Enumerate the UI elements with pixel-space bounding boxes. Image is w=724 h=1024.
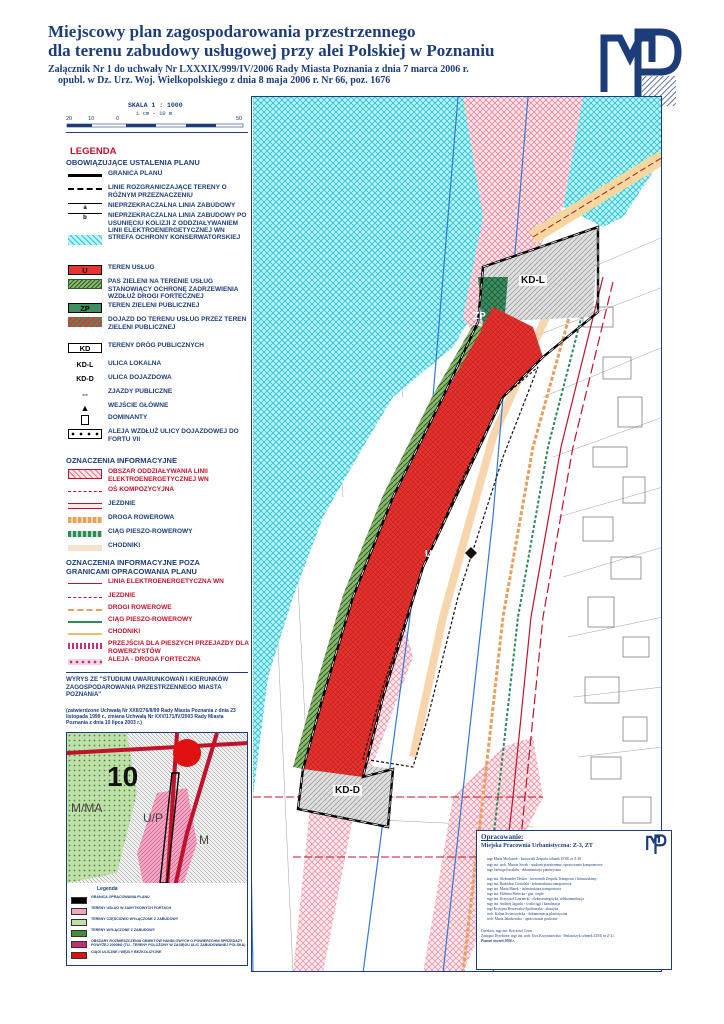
credits-line: mgr inż. arch. Marcin Siwek - studium przestrzenne, opracowanie komputerowe [487, 863, 603, 867]
subtitle-line2: opubl. w Dz. Urz. Woj. Wielkopolskiego z dnia 8 maja 2006 r. Nr 66, poz. 1676 [58, 75, 391, 86]
legend-binding-symbol-dashline [68, 188, 102, 191]
legend-panel [62, 96, 252, 972]
legend-info-item [68, 528, 250, 542]
scale-tick-20: 20 [66, 116, 73, 122]
inset-legend-item [71, 939, 247, 949]
legend-binding-code: KD-D [76, 376, 94, 383]
legend-binding-label: ULICA LOKALNA [108, 360, 162, 367]
credits-line: tech. Maria Jakubowska - opracowanie graficzne [487, 917, 558, 921]
plan-title-line2: dla terenu zabudowy usługowej przy alei Polskiej w Poznaniu [48, 41, 495, 60]
legend-binding-label: GRANICA PLANU [108, 170, 163, 177]
inset-legend-item [71, 906, 247, 916]
legend-binding-label: DOJAZD DO TERENU USŁUG PRZEZ TEREN ZIELENI PUBLICZNEJ [108, 316, 247, 331]
inset-legend-swatch [71, 897, 87, 904]
legend-binding-code: KD [79, 344, 91, 353]
legend-info-item [68, 468, 250, 482]
inset-label-m: M [199, 833, 209, 847]
credits-line: mgr Krystyna Borzewska-Apolinarska - akustyka [487, 907, 559, 911]
legend-binding-symbol-code [68, 375, 102, 385]
scale-ruler [66, 123, 246, 128]
legend-outside-label: DROGI ROWEROWE [108, 604, 172, 611]
legend-outside-symbol-power [68, 583, 102, 586]
inset-legend-title: Legenda [97, 886, 118, 892]
credits-line: Dyrektor: mgr inż. Krzysztof Cesar [481, 929, 532, 933]
legend-outside-item [68, 578, 250, 592]
legend-section-outside: OZNACZENIA INFORMACYJNE POZA GRANICAMI OPRACOWANIA PLANU [66, 558, 200, 576]
inset-legend-swatch [71, 952, 87, 959]
legend-binding-label: TEREN ZIELENI PUBLICZNEJ [108, 302, 200, 309]
legend-binding-label: STREFA OCHRONY KONSERWATORSKIEJ [108, 234, 241, 241]
credits-box [476, 830, 672, 970]
legend-outside-item [68, 640, 250, 654]
credits-line: mgr inż. Radosław Ciesielski - infrastruktura transportowa [487, 882, 572, 886]
legend-binding-item [68, 316, 250, 330]
inset-legend-item [71, 928, 247, 938]
legend-binding-item [68, 414, 250, 428]
legend-binding-symbol-green-red [68, 317, 102, 327]
legend-info-symbol-road [68, 503, 102, 509]
credits-line: mgr inż. Maria Marek - infrastruktura transportowa [487, 887, 561, 891]
inset-legend-label: TERENY CZĘŚCIOWO WYŁĄCZONE Z ZABUDOWY [91, 917, 179, 921]
legend-binding-item [68, 170, 250, 184]
legend-info-label: OŚ KOMPOZYCYJNA [108, 486, 175, 493]
legend-binding-label: ZJAZDY PUBLICZNE [108, 388, 173, 395]
legend-outside-symbol-road-thin [68, 597, 102, 600]
legend-binding-item [68, 428, 250, 442]
legend-binding-code: b [83, 215, 87, 221]
legend-info-symbol-red-hatch [68, 469, 102, 479]
legend-binding-item [68, 264, 250, 278]
legend-outside-label: CIĄG PIESZO-ROWEROWY [108, 616, 193, 623]
credits-line: mgr Maria Mielcarek - kierownik Zespołu członek ZOIU nr Z-20 [487, 857, 582, 861]
legend-outside-symbol-ped-thin [68, 621, 102, 624]
scale-sub: 1 cm – 10 m [136, 110, 173, 117]
scale-tick-10: 10 [88, 116, 95, 122]
legend-binding-label: NIEPRZEKRACZALNA LINIA ZABUDOWY PO USUNIĘCIU KOLIZJI Z ODDZIAŁYWANIEM LINII ELEKTROENERGETYCZNEJ WN [108, 212, 247, 234]
legend-binding-item [68, 234, 250, 248]
plan-subtitle [48, 64, 568, 86]
legend-info-item [68, 514, 250, 528]
legend-binding-label: ULICA DOJAZDOWA [108, 374, 172, 381]
scale-tick-0: 0 [116, 116, 120, 122]
legend-binding-symbol-dots [68, 429, 102, 439]
legend-binding-code: ZP [80, 304, 90, 313]
legend-binding-item [68, 342, 250, 356]
inset-legend-swatch [71, 930, 87, 937]
legend-binding-item [68, 278, 250, 300]
legend-info-label: OBSZAR ODDZIAŁYWANIA LINII ELEKTROENERGETYCZNEJ WN [108, 468, 209, 483]
legend-binding-code: a [83, 205, 87, 211]
map-label-kd-l: KD-L [521, 275, 545, 286]
credits-heading: Opracowanie: [481, 833, 524, 841]
legend-section-info: OZNACZENIA INFORMACYJNE [66, 456, 177, 465]
legend-binding-item [68, 374, 250, 388]
legend-binding-label: TEREN USŁUG [108, 264, 155, 271]
credits-org: Miejska Pracownia Urbanistyczna: Z-3, ZT [481, 843, 593, 849]
legend-binding-label: LINIE ROZGRANICZAJĄCE TERENY O RÓŻNYM PRZEZNACZENIU [108, 184, 227, 199]
inset-legend-label: GRANICA OPRACOWANIA PLANU [91, 895, 150, 899]
legend-binding-symbol-cyan-hatch [68, 235, 102, 245]
legend-binding-item [68, 212, 250, 234]
legend-info-item [68, 500, 250, 514]
legend-info-item [68, 486, 250, 500]
inset-legend-label: CIĄGI ULICZNE I WĘZŁY BEZKOLIZYJNE [91, 950, 162, 954]
map-label-zp: ZP [473, 311, 486, 322]
legend-binding-label: TERENY DRÓG PUBLICZNYCH [108, 342, 204, 349]
legend-binding-code: KD-L [76, 362, 94, 369]
legend-binding-symbol-arrows: ⇔ [80, 389, 90, 399]
scale-tick-50: 50 [236, 116, 243, 122]
legend-binding-symbol-building-b [68, 213, 102, 223]
legend-info-label: CHODNIKI [108, 542, 141, 549]
credits-line: mgr inż. Krzysztof Czarnecki - elektroenergetyka, telekomunikacja [487, 897, 584, 901]
legend-info-label: CIĄG PIESZO-ROWEROWY [108, 528, 193, 535]
subtitle-line1: Załącznik Nr 1 do uchwały Nr LXXXIX/999/IV/2006 Rady Miasta Poznania z dnia 7 marca 2006 r. [48, 64, 469, 75]
legend-info-label: JEZDNIE [108, 500, 136, 507]
excerpt-note: (zatwierdzone Uchwałą Nr XXII/276/II/99 Rady Miasta Poznania z dnia 23 listopada 1999 r., zmiana Uchwałą Nr XXV/171/IV/2003 Rady Miasta Poznania z dnia 10 lipca 2003 r.) [66, 708, 236, 726]
credits-logo-icon [645, 833, 667, 855]
legend-binding-symbol-code [68, 361, 102, 371]
plan-title-line1: Miejscowy plan zagospodarowania przestrzennego [48, 22, 416, 41]
inset-legend-item [71, 895, 247, 905]
legend-binding-label: WEJŚCIE GŁÓWNE [108, 402, 169, 409]
legend-outside-label: CHODNIKI [108, 628, 141, 635]
legend-info-item [68, 542, 250, 556]
scale-bar [66, 102, 246, 128]
legend-outside-symbol-crossing [68, 643, 102, 649]
legend-binding-symbol-boundary [68, 174, 102, 178]
legend-section-binding: OBOWIĄZUJĄCE USTALENIA PLANU [66, 158, 200, 167]
legend-outside-label: LINIA ELEKTROENERGETYCZNA WN [108, 578, 224, 585]
inset-legend-label: TERENY USŁUG W ZABYTKOWYCH FORTACH [91, 906, 172, 910]
legend-binding-item [68, 184, 250, 198]
credits-line: mgr inż. Elżbieta Bielecka - gaz, ciepło [487, 892, 544, 896]
legend-binding-symbol-U [68, 265, 102, 275]
legend-binding-label: DOMINANTY [108, 414, 148, 421]
inset-label-up: U/P [143, 811, 164, 825]
inset-legend-item [71, 917, 247, 927]
inset-legend-item [71, 950, 247, 960]
legend-binding-item [68, 302, 250, 316]
inset-map [66, 732, 248, 966]
inset-legend-label: TERENY WYŁĄCZONE Z ZABUDOWY [91, 928, 156, 932]
legend-info-label: DROGA ROWEROWA [108, 514, 175, 521]
credits-line: Zastępca Dyrektora: mgr inż. arch. Ewa Krzyżanowska - Walaszczyk członek ZOIU nr Z-21 [481, 934, 614, 938]
legend-binding-label: PAS ZIELENI NA TERENIE USŁUG STANOWIĄCY OCHRONĘ ZADRZEWIENIA WZDŁUŻ DROGI FORTECZNEJ [108, 278, 239, 300]
inset-number: 10 [107, 761, 139, 792]
legend-info-symbol-bike [68, 517, 102, 523]
legend-binding-symbol-entrance: ▲ [80, 403, 90, 413]
legend-binding-label: NIEPRZEKRACZALNA LINIA ZABUDOWY [108, 202, 236, 209]
legend-binding-symbol-ZP [68, 303, 102, 313]
legend-outside-symbol-side-thin [68, 633, 102, 636]
legend-outside-symbol-bike-thin [68, 609, 102, 612]
credits-line: tech. Kalina Świerczyńska - dokumentacja planistyczna [487, 912, 568, 916]
map-label-kd-d: KD-D [335, 785, 360, 796]
plan-title [48, 22, 568, 60]
inset-legend-swatch [71, 919, 87, 926]
legend-title: LEGENDA [70, 146, 117, 157]
legend-outside-label: JEZDNIE [108, 592, 136, 599]
inset-legend-swatch [71, 941, 87, 948]
legend-binding-code: U [82, 266, 88, 275]
excerpt-title: WYRYS ZE "STUDIUM UWARUNKOWAŃ I KIERUNKÓW ZAGOSPODAROWANIA PRZESTRZENNEGO MIASTA POZNANIA" [66, 676, 229, 698]
credits-line: Poznań styczeń 2006 r. [481, 939, 515, 943]
inset-legend-label: OBSZARY ROZMIESZCZENIA OBIEKTÓW HANDLOWYCH O POWIERZCHNI SPRZEDAŻY POWYŻEJ 2000M2 (TU - TERENY POLOŻONY W ZASIĘGU ULIC ZABUDOWANEJ POLSKA) [91, 939, 246, 948]
credits-line: mgr inż. Aleksander Deskor - kierownik Zespołu Transportu i Infrastruktury [487, 877, 597, 881]
credits-line: mgr Jadwiga Łuszkiła - dokumentacja planistyczna [487, 868, 561, 872]
legend-binding-item [68, 360, 250, 374]
scale-label: SKALA 1 : 1000 [128, 102, 183, 109]
legend-binding-symbol-green-hatch [68, 279, 102, 289]
legend-binding-item [68, 388, 250, 402]
legend-binding-symbol-dominant [81, 415, 89, 425]
credits-line: mgr inż. Andrzej Jagucki - wodociągi i kanalizacja [487, 902, 561, 906]
inset-label-mma: M/MA [71, 801, 103, 815]
legend-binding-label: ALEJA WZDŁUŻ ULICY DOJAZDOWEJ DO FORTU VII [108, 428, 239, 443]
legend-outside-item [68, 656, 250, 670]
legend-info-symbol-axis [68, 491, 102, 494]
legend-info-symbol-ped-bike [68, 531, 102, 537]
inset-legend-swatch [71, 908, 87, 915]
legend-outside-symbol-pink-dots [68, 659, 102, 665]
legend-outside-label: ALEJA - DROGA FORTECZNA [108, 656, 201, 663]
legend-outside-label: PRZEJŚCIA DLA PIESZYCH PRZEJAZDY DLA ROWERZYSTÓW [108, 640, 249, 655]
legend-info-symbol-sidewalk [68, 545, 102, 551]
map-label-u: U [425, 549, 433, 560]
legend-binding-symbol-KD [68, 343, 102, 353]
